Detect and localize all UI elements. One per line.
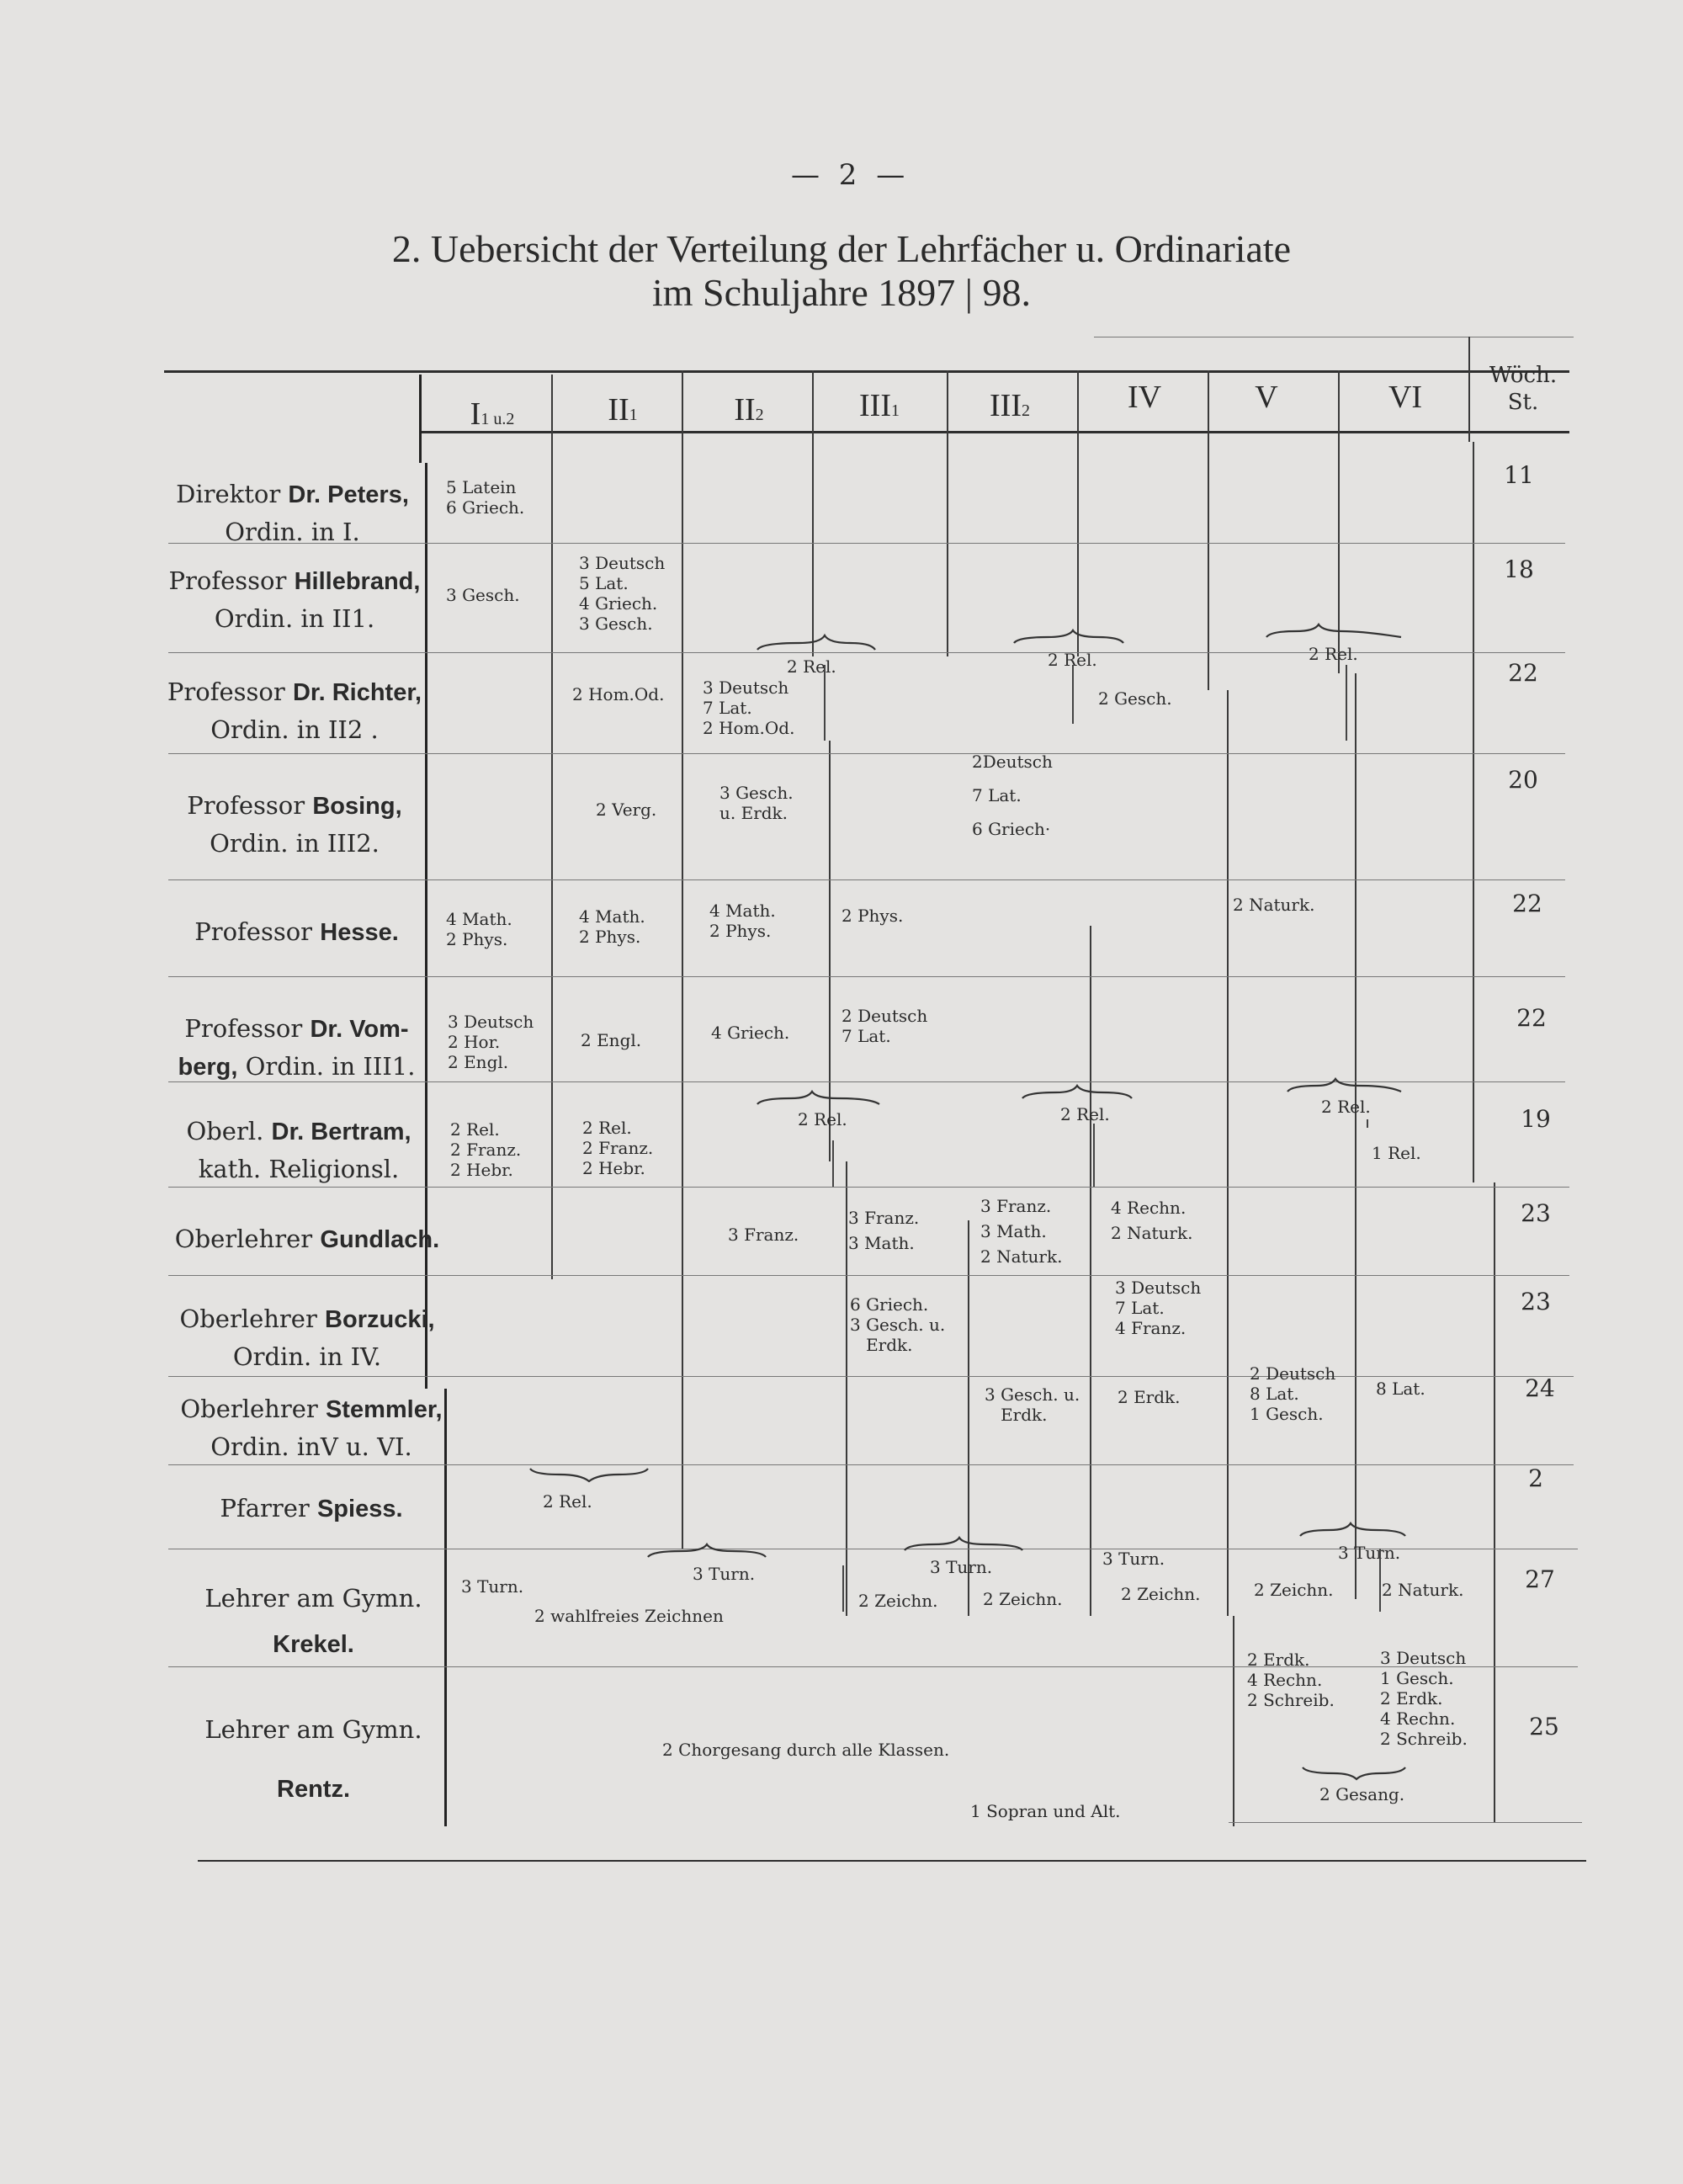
cell-bertram-I: 2 Rel. 2 Franz. 2 Hebr. bbox=[450, 1119, 522, 1180]
cell-richter-rel-II2: 2 Rel. bbox=[787, 656, 836, 677]
brace-bertram-II2 bbox=[757, 1092, 879, 1104]
cell-bertram-rel-II2: 2 Rel. bbox=[798, 1109, 847, 1129]
brace-marks bbox=[530, 624, 1405, 1779]
cell-hillebrand-II1: 3 Deutsch 5 Lat. 4 Griech. 3 Gesch. bbox=[579, 553, 666, 634]
cell-bertram-rel-V: 2 Rel. bbox=[1321, 1097, 1371, 1117]
brace-richter-V bbox=[1266, 624, 1401, 637]
cell-krekel-I: 3 Turn. bbox=[461, 1576, 524, 1597]
hours-krekel: 27 bbox=[1525, 1565, 1555, 1593]
brace-bertram-V bbox=[1287, 1079, 1401, 1092]
hours-rentz: 25 bbox=[1529, 1713, 1559, 1740]
teacher-vomberg: Professor Dr. Vom- berg, Ordin. in III1. bbox=[178, 1014, 416, 1081]
cell-borzucki-IV: 3 Deutsch 7 Lat. 4 Franz. bbox=[1115, 1278, 1202, 1338]
cell-bosing-II1: 2 Verg. bbox=[596, 800, 657, 820]
cell-peters-I: 5 Latein 6 Griech. bbox=[446, 477, 525, 518]
cell-krekel-zeichn-IV: 2 Zeichn. bbox=[1121, 1584, 1201, 1604]
header-class-II2: II2 bbox=[734, 392, 764, 428]
cell-bertram-rel-III2: 2 Rel. bbox=[1060, 1104, 1110, 1124]
cell-rentz-VI: 3 Deutsch 1 Gesch. 2 Erdk. 4 Rechn. 2 Schreib. bbox=[1380, 1648, 1468, 1749]
brace-bertram-III2 bbox=[1022, 1086, 1132, 1098]
brace-richter-III2 bbox=[1014, 630, 1123, 643]
hours-borzucki: 23 bbox=[1521, 1288, 1551, 1315]
cell-bertram-II1: 2 Rel. 2 Franz. 2 Hebr. bbox=[582, 1118, 654, 1178]
cell-hesse-II2: 4 Math. 2 Phys. bbox=[709, 901, 776, 941]
teacher-hillebrand: Professor Hillebrand, Ordin. in II1. bbox=[168, 566, 421, 633]
cell-vomberg-I: 3 Deutsch 2 Hor. 2 Engl. bbox=[448, 1012, 534, 1072]
cell-rentz-gesang: 2 Gesang. bbox=[1319, 1784, 1405, 1804]
cell-stemmler-VI: 8 Lat. bbox=[1376, 1379, 1426, 1399]
header-class-VI: VI bbox=[1388, 380, 1423, 415]
cell-hillebrand-I: 3 Gesch. bbox=[446, 585, 520, 605]
header-class-III1: III1 bbox=[859, 388, 900, 423]
header-hours: Wöch. St. bbox=[1489, 363, 1558, 415]
cell-stemmler-V: 2 Deutsch 8 Lat. 1 Gesch. bbox=[1250, 1363, 1336, 1424]
cell-gundlach-III2: 3 Franz. 3 Math. 2 Naturk. bbox=[980, 1196, 1063, 1267]
page-subtitle: im Schuljahre 1897 | 98. bbox=[652, 271, 1031, 314]
cell-krekel-turn-III: 3 Turn. bbox=[930, 1557, 993, 1577]
brace-richter-II2 bbox=[757, 635, 875, 650]
teacher-borzucki: Oberlehrer Borzucki, Ordin. in IV. bbox=[179, 1305, 435, 1371]
cell-hesse-III1: 2 Phys. bbox=[842, 906, 904, 926]
cell-vomberg-III1: 2 Deutsch 7 Lat. bbox=[842, 1006, 928, 1046]
brace-krekel-III bbox=[905, 1538, 1022, 1550]
cell-stemmler-IV: 2 Erdk. bbox=[1118, 1387, 1181, 1407]
header-class-III2: III2 bbox=[990, 388, 1030, 423]
cell-bosing-II2: 3 Gesch. u. Erdk. bbox=[719, 783, 794, 823]
teacher-bertram: Oberl. Dr. Bertram, kath. Religionsl. bbox=[186, 1117, 411, 1183]
cell-gundlach-IV: 4 Rechn. 2 Naturk. bbox=[1111, 1198, 1193, 1243]
cell-borzucki-III1: 6 Griech. 3 Gesch. u. Erdk. bbox=[850, 1294, 946, 1355]
cell-rentz-sopran: 1 Sopran und Alt. bbox=[970, 1801, 1121, 1821]
cell-hesse-II1: 4 Math. 2 Phys. bbox=[579, 906, 645, 947]
brace-krekel-II bbox=[648, 1544, 766, 1557]
hours-vomberg: 22 bbox=[1516, 1004, 1547, 1032]
brace-spiess bbox=[530, 1469, 648, 1481]
cell-krekel-zeichn-III1: 2 Zeichn. bbox=[858, 1591, 938, 1611]
cell-gundlach-II2: 3 Franz. bbox=[728, 1225, 799, 1245]
header-class-I: I1 u.2 bbox=[470, 396, 515, 432]
cell-krekel-zeichn-III2: 2 Zeichn. bbox=[983, 1589, 1063, 1609]
cell-krekel-zeichn-V: 2 Zeichn. bbox=[1254, 1580, 1334, 1600]
header-class-IV: IV bbox=[1127, 380, 1162, 415]
cell-spiess-rel: 2 Rel. bbox=[543, 1491, 592, 1512]
teacher-richter: Professor Dr. Richter, Ordin. in II2 . bbox=[167, 678, 422, 744]
brace-krekel-V bbox=[1300, 1523, 1405, 1536]
cell-krekel-turn-II: 3 Turn. bbox=[693, 1564, 756, 1584]
page-title: 2. Uebersicht der Verteilung der Lehrfächer u. Ordinariate bbox=[391, 227, 1292, 270]
cell-richter-II1: 2 Hom.Od. bbox=[572, 684, 665, 704]
cell-bertram-VI: 1 Rel. bbox=[1372, 1143, 1421, 1163]
teacher-rentz: Lehrer am Gymn. Rentz. bbox=[204, 1715, 422, 1803]
cell-vomberg-II2: 4 Griech. bbox=[711, 1023, 790, 1043]
hours-peters: 11 bbox=[1504, 461, 1534, 489]
teacher-spiess: Pfarrer Spiess. bbox=[220, 1494, 403, 1522]
cell-hesse-V: 2 Naturk. bbox=[1233, 895, 1315, 915]
cell-krekel-IV: 3 Turn. bbox=[1102, 1549, 1165, 1569]
teacher-gundlach: Oberlehrer Gundlach. bbox=[174, 1225, 440, 1253]
brace-stems bbox=[825, 665, 1380, 1612]
cell-stemmler-III2: 3 Gesch. u. Erdk. bbox=[985, 1384, 1080, 1425]
hours-spiess: 2 bbox=[1528, 1464, 1543, 1492]
header-class-V: V bbox=[1255, 380, 1278, 415]
cell-bosing-III2: 2Deutsch 7 Lat. 6 Griech· bbox=[972, 752, 1053, 839]
cell-gundlach-III1: 3 Franz. 3 Math. bbox=[848, 1208, 920, 1253]
hours-gundlach: 23 bbox=[1521, 1199, 1551, 1227]
cell-rentz-V: 2 Erdk. 4 Rechn. 2 Schreib. bbox=[1247, 1650, 1335, 1710]
teacher-bosing: Professor Bosing, Ordin. in III2. bbox=[187, 791, 402, 858]
teacher-peters: Direktor Dr. Peters, Ordin. in I. bbox=[176, 480, 409, 546]
teacher-stemmler: Oberlehrer Stemmler, Ordin. inV u. VI. bbox=[180, 1395, 443, 1461]
hours-bosing: 20 bbox=[1508, 766, 1538, 794]
hours-richter: 22 bbox=[1508, 659, 1538, 687]
cell-richter-rel-V: 2 Rel. bbox=[1309, 644, 1358, 664]
hours-stemmler: 24 bbox=[1525, 1374, 1555, 1402]
cell-krekel-wahlfrei: 2 wahlfreies Zeichnen bbox=[534, 1606, 724, 1626]
cell-krekel-naturk-VI: 2 Naturk. bbox=[1382, 1580, 1464, 1600]
teacher-krekel: Lehrer am Gymn. Krekel. bbox=[204, 1584, 422, 1658]
brace-rentz-gesang bbox=[1303, 1767, 1405, 1779]
page-number: — 2 — bbox=[791, 158, 911, 192]
cell-vomberg-II1: 2 Engl. bbox=[581, 1030, 642, 1050]
hours-bertram: 19 bbox=[1521, 1105, 1551, 1133]
cell-richter-II2: 3 Deutsch 7 Lat. 2 Hom.Od. bbox=[703, 678, 795, 738]
cell-richter-rel-III2: 2 Rel. bbox=[1048, 650, 1097, 670]
hours-hesse: 22 bbox=[1512, 890, 1542, 917]
cell-rentz-chorgesang: 2 Chorgesang durch alle Klassen. bbox=[662, 1740, 950, 1760]
cell-hesse-I: 4 Math. 2 Phys. bbox=[446, 909, 512, 949]
hours-hillebrand: 18 bbox=[1504, 555, 1534, 583]
header-class-II1: II1 bbox=[608, 392, 638, 428]
cell-richter-IV: 2 Gesch. bbox=[1098, 688, 1172, 709]
cell-krekel-turn-V: 3 Turn. bbox=[1338, 1543, 1401, 1563]
teacher-hesse: Professor Hesse. bbox=[194, 917, 399, 946]
